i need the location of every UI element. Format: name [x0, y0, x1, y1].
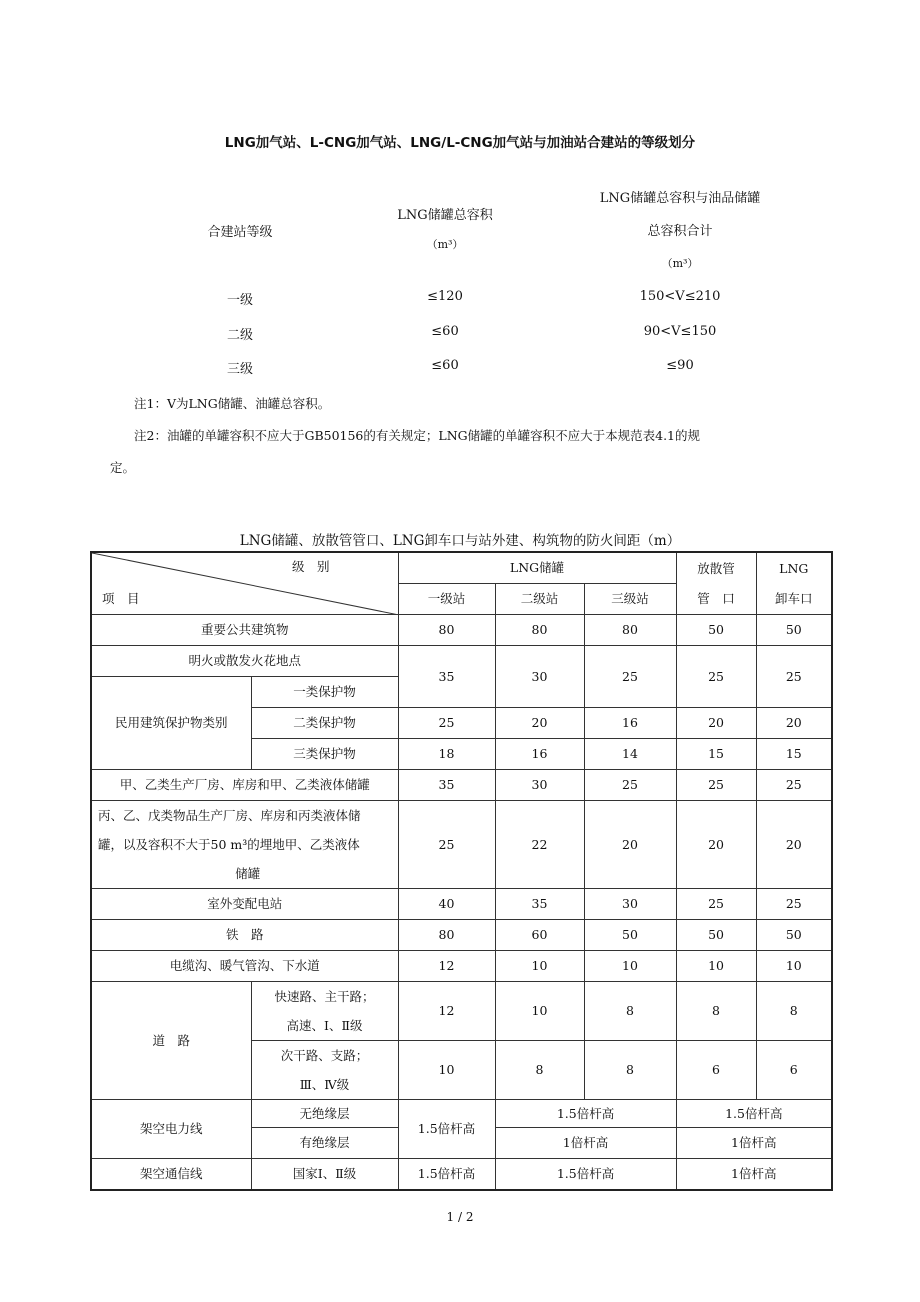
table-cell: Ⅲ、Ⅳ级 [299, 1077, 350, 1092]
note-2-cont: 定。 [110, 460, 136, 475]
table-cell: 15 [676, 739, 756, 770]
t1-header-combined-unit: （m³） [661, 257, 699, 270]
table-cell: 40 [398, 889, 495, 920]
table-cell: 无绝缘层 [251, 1100, 398, 1128]
table-cell: 35 [398, 646, 495, 708]
table-cell: 1倍杆高 [676, 1128, 832, 1159]
table-cell: 15 [756, 739, 832, 770]
t1-lng: ≤60 [431, 324, 459, 339]
grade-label: 级 别 [292, 559, 330, 574]
note-2: 注2：油罐的单罐容积不应大于GB50156的有关规定；LNG储罐的单罐容积不应大于本规范表4.1的规 [134, 428, 700, 443]
table-cell: 卸车口 [775, 590, 813, 606]
table-cell: 50 [676, 920, 756, 951]
unload-header [756, 552, 832, 615]
table-cell: 30 [584, 889, 676, 920]
table-cell: 30 [495, 646, 584, 708]
table-cell: 12 [398, 982, 495, 1041]
t1-lng: ≤60 [431, 358, 459, 373]
table-cell: 14 [584, 739, 676, 770]
table2-title: LNG储罐、放散管管口、LNG卸车口与站外建、构筑物的防火间距（m） [239, 533, 681, 549]
table-cell: 1.5倍杆高 [676, 1100, 832, 1128]
table-cell: 16 [495, 739, 584, 770]
table-cell: 1.5倍杆高 [398, 1159, 495, 1191]
table-row [91, 770, 832, 801]
table-cell: 8 [756, 982, 832, 1041]
table-cell: 80 [398, 920, 495, 951]
table-cell: 高速、Ⅰ、Ⅱ级 [286, 1018, 363, 1033]
page-number: 1 / 2 [446, 1210, 474, 1224]
table-cell: 储罐 [235, 866, 261, 881]
table-cell: 30 [495, 770, 584, 801]
table1-title: LNG加气站、L-CNG加气站、LNG/L-CNG加气站与加油站合建站的等级划分 [224, 135, 696, 151]
table-row [91, 615, 832, 646]
table-cell: 架空电力线 [91, 1100, 251, 1159]
fire-distance-table [90, 551, 833, 1191]
table-cell: 1倍杆高 [495, 1128, 676, 1159]
table-cell: 6 [756, 1041, 832, 1100]
table-cell: 三类保护物 [251, 739, 398, 770]
t1-lng: ≤120 [427, 289, 463, 304]
table-cell: 1.5倍杆高 [495, 1159, 676, 1191]
table-cell: 25 [398, 801, 495, 889]
table-cell: 25 [756, 770, 832, 801]
level2-header: 二级站 [495, 584, 584, 615]
table-row [91, 801, 832, 889]
table-cell: 20 [756, 708, 832, 739]
table-cell: 25 [756, 889, 832, 920]
t1-header-lng: LNG储罐总容积 [397, 208, 493, 223]
t1-grade: 一级 [226, 293, 254, 308]
table-cell: 60 [495, 920, 584, 951]
t1-header-combined: LNG储罐总容积与油品储罐 [599, 191, 761, 206]
table-row [91, 920, 832, 951]
t1-header-lng-unit: （m³） [426, 238, 464, 251]
table-cell: 25 [756, 646, 832, 708]
table-cell: 10 [584, 951, 676, 982]
item-label: 项 目 [102, 591, 140, 606]
table-cell [251, 982, 398, 1041]
t1-combined: 90<V≤150 [643, 324, 717, 339]
level3-header: 三级站 [584, 584, 676, 615]
table-cell: 8 [495, 1041, 584, 1100]
level1-header: 一级站 [398, 584, 495, 615]
table-cell: 25 [676, 646, 756, 708]
table-cell: 8 [584, 1041, 676, 1100]
table-cell [91, 801, 398, 889]
table-cell: 50 [584, 920, 676, 951]
table-cell: 25 [676, 770, 756, 801]
t1-header-combined-2: 总容积合计 [647, 224, 713, 239]
table-cell: 架空通信线 [91, 1159, 251, 1191]
table-cell: 放散管 [697, 560, 735, 576]
table-cell: 道 路 [91, 982, 251, 1100]
table-cell: 35 [495, 889, 584, 920]
table-cell: 8 [584, 982, 676, 1041]
t1-grade: 二级 [226, 328, 254, 343]
table-cell: 20 [495, 708, 584, 739]
table-row [91, 646, 832, 677]
table-cell: 二类保护物 [251, 708, 398, 739]
table-cell: 国家Ⅰ、Ⅱ级 [251, 1159, 398, 1191]
table-cell: 22 [495, 801, 584, 889]
table-row [91, 982, 832, 1041]
table-cell: 电缆沟、暖气管沟、下水道 [91, 951, 398, 982]
vent-header [676, 552, 756, 615]
table-cell: 8 [676, 982, 756, 1041]
table-cell: 罐，以及容积不大于50 m³的埋地甲、乙类液体 [98, 837, 360, 852]
table-cell: 10 [495, 951, 584, 982]
table-cell: 20 [584, 801, 676, 889]
table-cell: 80 [584, 615, 676, 646]
table-cell: 10 [756, 951, 832, 982]
table-cell: 1倍杆高 [676, 1159, 832, 1191]
table-cell: 铁 路 [91, 920, 398, 951]
note-1: 注1：V为LNG储罐、油罐总容积。 [134, 396, 331, 411]
table-cell: 明火或散发火花地点 [91, 646, 398, 677]
t1-header-grade: 合建站等级 [207, 225, 273, 240]
table-cell: 管 口 [697, 590, 735, 606]
lng-tank-header: LNG储罐 [398, 552, 676, 584]
table-row [91, 1159, 832, 1191]
table-cell: 20 [676, 801, 756, 889]
table-cell: 25 [584, 770, 676, 801]
table-cell: 25 [676, 889, 756, 920]
table-cell: 12 [398, 951, 495, 982]
table-cell: 80 [495, 615, 584, 646]
table-cell: 有绝缘层 [251, 1128, 398, 1159]
table-row [91, 951, 832, 982]
table-cell: 10 [398, 1041, 495, 1100]
table-cell: 1.5倍杆高 [495, 1100, 676, 1128]
table-cell: 甲、乙类生产厂房、库房和甲、乙类液体储罐 [91, 770, 398, 801]
t1-combined: 150<V≤210 [639, 289, 721, 304]
table-cell: 1.5倍杆高 [398, 1100, 495, 1159]
table-cell: 10 [495, 982, 584, 1041]
table-cell: LNG [779, 560, 809, 576]
table-cell: 50 [756, 615, 832, 646]
table-cell: 重要公共建筑物 [91, 615, 398, 646]
table-row [91, 889, 832, 920]
table-cell: 80 [398, 615, 495, 646]
t1-grade: 三级 [226, 362, 254, 377]
table-cell: 民用建筑保护物类别 [91, 677, 251, 770]
table-cell: 16 [584, 708, 676, 739]
diagonal-header-cell [91, 552, 398, 615]
table-cell: 室外变配电站 [91, 889, 398, 920]
table-cell [251, 1041, 398, 1100]
table-cell: 20 [676, 708, 756, 739]
table-cell: 丙、乙、戊类物品生产厂房、库房和丙类液体储 [98, 808, 361, 823]
table-cell: 6 [676, 1041, 756, 1100]
table-cell: 20 [756, 801, 832, 889]
table-cell: 25 [584, 646, 676, 708]
table-cell: 50 [676, 615, 756, 646]
table-cell: 一类保护物 [251, 677, 398, 708]
table-cell: 35 [398, 770, 495, 801]
table-cell: 50 [756, 920, 832, 951]
table-cell: 次干路、支路； [280, 1048, 369, 1063]
table-cell: 18 [398, 739, 495, 770]
table-cell: 快速路、主干路； [274, 989, 375, 1004]
table-cell: 25 [398, 708, 495, 739]
table-cell: 10 [676, 951, 756, 982]
table-row [91, 1100, 832, 1128]
t1-combined: ≤90 [666, 358, 694, 373]
